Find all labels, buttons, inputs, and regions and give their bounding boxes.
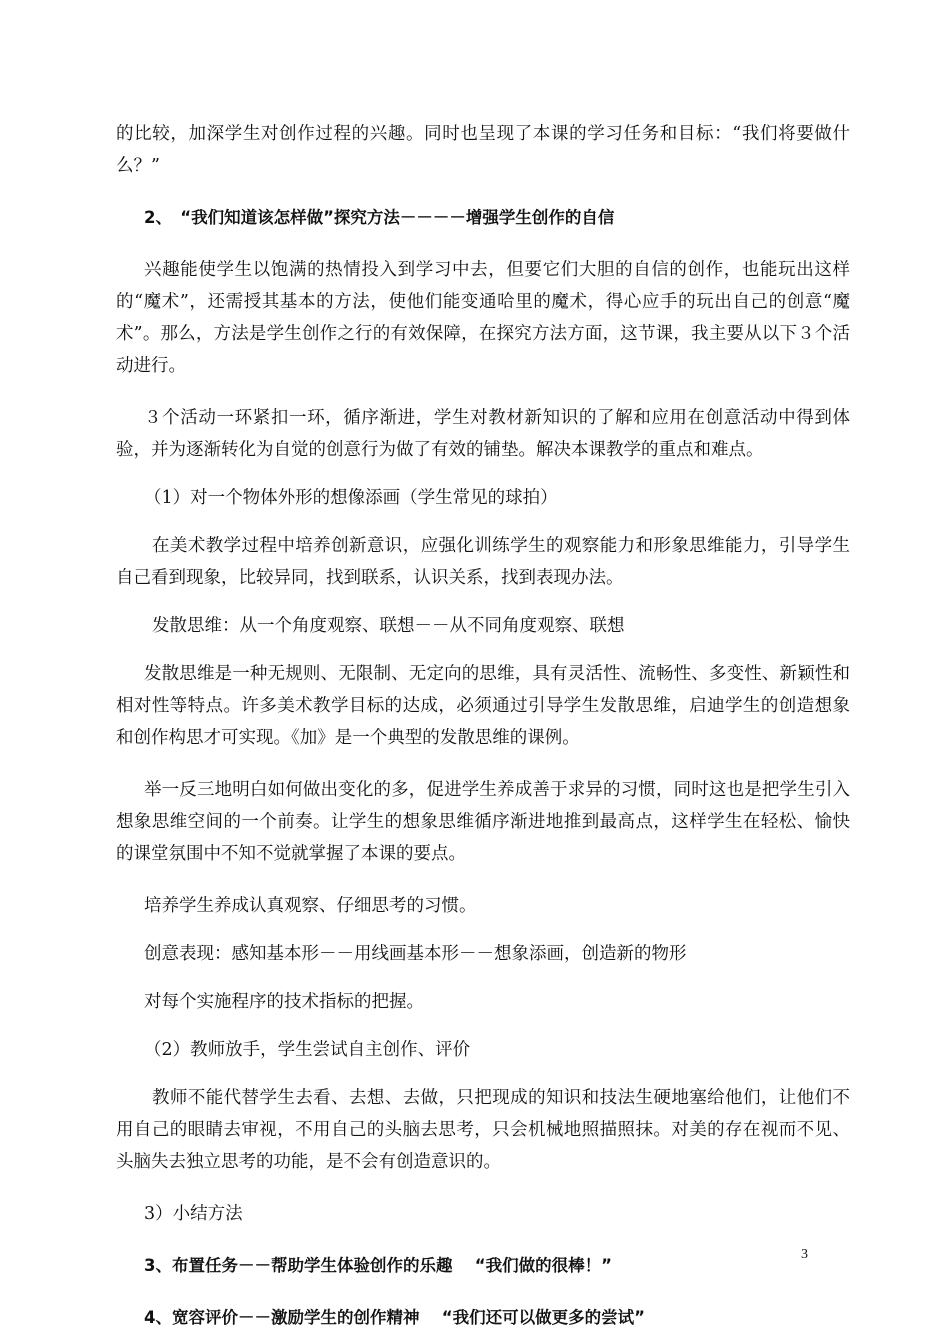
paragraph-teacher-role: 教师不能代替学生去看、去想、去做，只把现成的知识和技法生硬地塞给他们，让他们不用自己的眼睛去审视，不用自己的头脑去思考，只会机械地照描照抹。对美的存在视而不见、头脑失去独立思考的功能，是不会有创造意识的。 [116, 1088, 850, 1172]
heading-section-2: 2、 “我们知道该怎样做”探究方法－－－－增强学生创作的自信 [144, 208, 615, 227]
heading-section-4: 4、宽容评价－－激励学生的创作精神 “我们还可以做更多的尝试” [144, 1308, 645, 1327]
paragraph-habit: 培养学生养成认真观察、仔细思考的习惯。 [144, 896, 477, 916]
subheading-activity-1: （1）对一个物体外形的想像添画（学生常见的球拍） [144, 488, 558, 508]
paragraph-technical-index: 对每个实施程序的技术指标的把握。 [144, 992, 424, 1012]
paragraph-divergent-thinking: 发散思维是一种无规则、无限制、无定向的思维，具有灵活性、流畅性、多变性、新颖性和相对性等特点。许多美术教学目标的达成，必须通过引导学生发散思维，启迪学生的创造想象和创作构思才可实现。《加》是一个典型的发散思维的课例。 [116, 664, 850, 748]
subheading-activity-3: 3）小结方法 [144, 1204, 243, 1224]
paragraph-continuation: 的比较，加深学生对创作过程的兴趣。同时也呈现了本课的学习任务和目标：“我们将要做什么？” [116, 124, 850, 176]
heading-section-3: 3、布置任务－－帮助学生体验创作的乐趣 “我们做的很棒！” [144, 1256, 612, 1275]
paragraph-creative-expression: 创意表现：感知基本形－－用线画基本形－－想象添画，创造新的物形 [144, 944, 687, 964]
document-body [116, 118, 850, 1334]
paragraph-inference: 举一反三地明白如何做出变化的多，促进学生养成善于求异的习惯，同时这也是把学生引入想象思维空间的一个前奏。让学生的想象思维循序渐进地推到最高点，这样学生在轻松、愉快的课堂氛围中不知不觉就掌握了本课的要点。 [116, 780, 850, 864]
paragraph-divergent-label: 发散思维：从一个角度观察、联想－－从不同角度观察、联想 [152, 616, 625, 636]
paragraph-interest-method: 兴趣能使学生以饱满的热情投入到学习中去，但要它们大胆的自信的创作，也能玩出这样的“魔术”，还需授其基本的方法，使他们能变通哈里的魔术，得心应手的玩出自己的创意“魔术”。那么，方法是学生创作之行的有效保障，在探究方法方面，这节课，我主要从以下３个活动进行。 [116, 260, 850, 376]
page-number: 3 [801, 1247, 808, 1262]
paragraph-art-teaching: 在美术教学过程中培养创新意识，应强化训练学生的观察能力和形象思维能力，引导学生自己看到现象，比较异同，找到联系，认识关系，找到表现办法。 [116, 536, 850, 588]
subheading-activity-2: （2）教师放手，学生尝试自主创作、评价 [144, 1040, 471, 1060]
paragraph-three-activities: ３个活动一环紧扣一环，循序渐进，学生对教材新知识的了解和应用在创意活动中得到体验，并为逐渐转化为自觉的创意行为做了有效的铺垫。解决本课教学的重点和难点。 [116, 408, 850, 460]
